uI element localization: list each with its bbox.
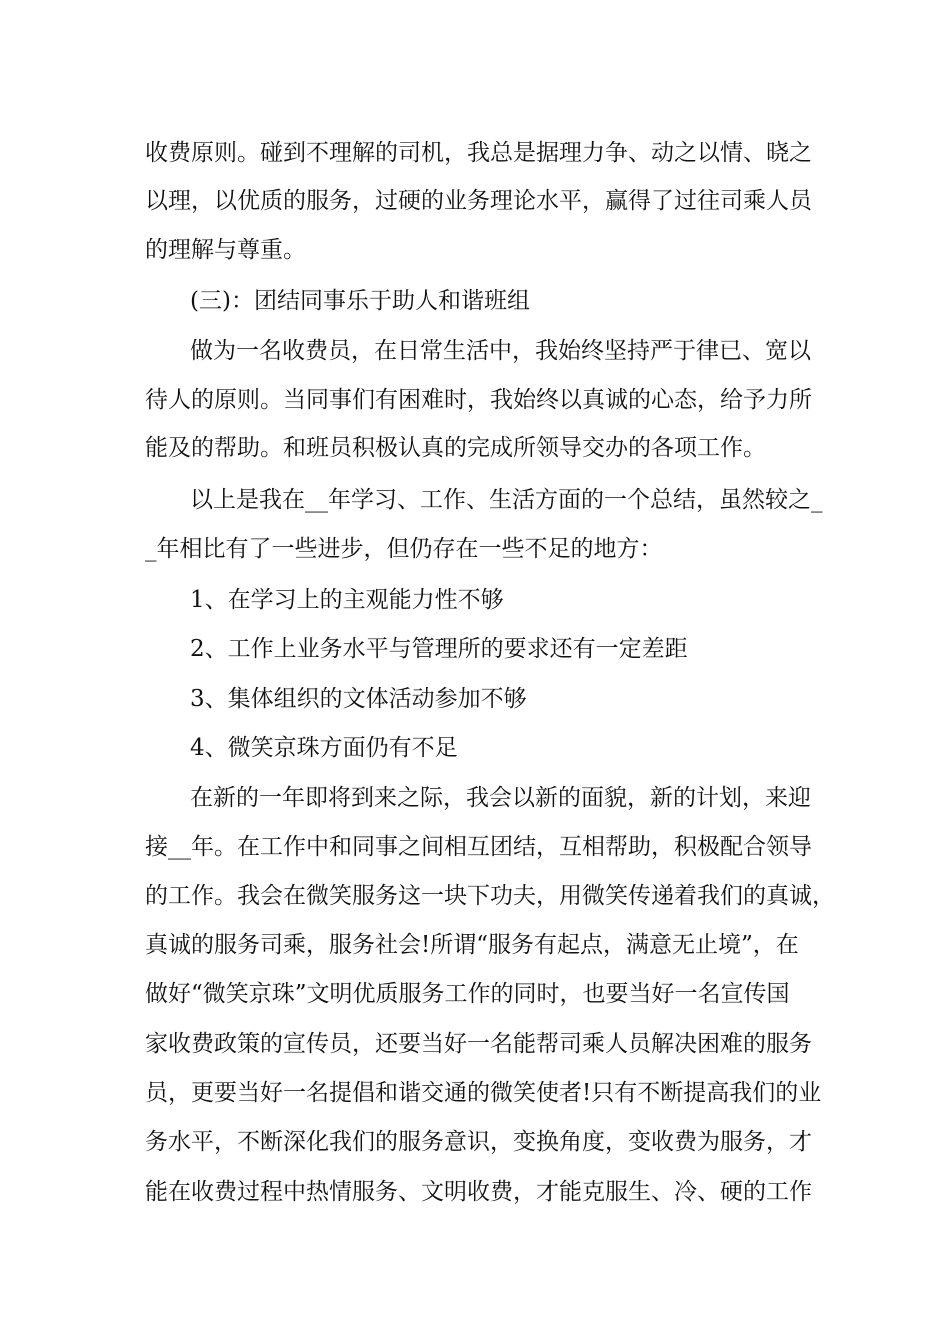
- list-item: 4、微笑京珠方面仍有不足: [190, 735, 458, 761]
- text-line: 的理解与尊重。: [145, 237, 306, 263]
- text-line: 员，更要当好一名提倡和谐交通的微笑使者!只有不断提高我们的业: [145, 1080, 822, 1106]
- text-line: _年相比有了一些进步，但仍存在一些不足的地方：: [145, 536, 663, 562]
- text-line: 家收费政策的宣传员，还要当好一名能帮司乘人员解决困难的服务: [145, 1031, 812, 1057]
- list-item: 1、在学习上的主观能力性不够: [190, 587, 504, 613]
- text-line: 做为一名收费员，在日常生活中，我始终坚持严于律已、宽以: [190, 338, 811, 364]
- text-line: 真诚的服务司乘，服务社会!所谓“服务有起点，满意无止境”，在: [145, 932, 799, 958]
- text-line: 能在收费过程中热情服务、文明收费，才能克服生、冷、硬的工作: [145, 1179, 812, 1205]
- text-line: 务水平，不断深化我们的服务意识，变换角度，变收费为服务，才: [145, 1129, 812, 1155]
- text-line: 收费原则。碰到不理解的司机，我总是据理力争、动之以情、晓之: [145, 140, 812, 166]
- list-item: 2、工作上业务水平与管理所的要求还有一定差距: [190, 636, 688, 662]
- text-line: 能及的帮助。和班员积极认真的完成所领导交办的各项工作。: [145, 435, 766, 461]
- text-line: 以理，以优质的服务，过硬的业务理论水平，赢得了过往司乘人员: [145, 188, 812, 214]
- text-line: 以上是我在__年学习、工作、生活方面的一个总结，虽然较之_: [190, 487, 823, 513]
- section-heading: (三)：团结同事乐于助人和谐班组: [190, 288, 530, 314]
- text-line: 接__年。在工作中和同事之间相互团结，互相帮助，积极配合领导: [145, 834, 812, 860]
- list-item: 3、集体组织的文体活动参加不够: [190, 686, 527, 712]
- text-line: 的工作。我会在微笑服务这一块下功夫，用微笑传递着我们的真诚，: [145, 883, 835, 909]
- text-line: 做好“微笑京珠”文明优质服务工作的同时，也要当好一名宣传国: [145, 981, 790, 1007]
- text-line: 待人的原则。当同事们有困难时，我始终以真诚的心态，给予力所: [145, 387, 812, 413]
- text-line: 在新的一年即将到来之际，我会以新的面貌，新的计划，来迎: [190, 785, 811, 811]
